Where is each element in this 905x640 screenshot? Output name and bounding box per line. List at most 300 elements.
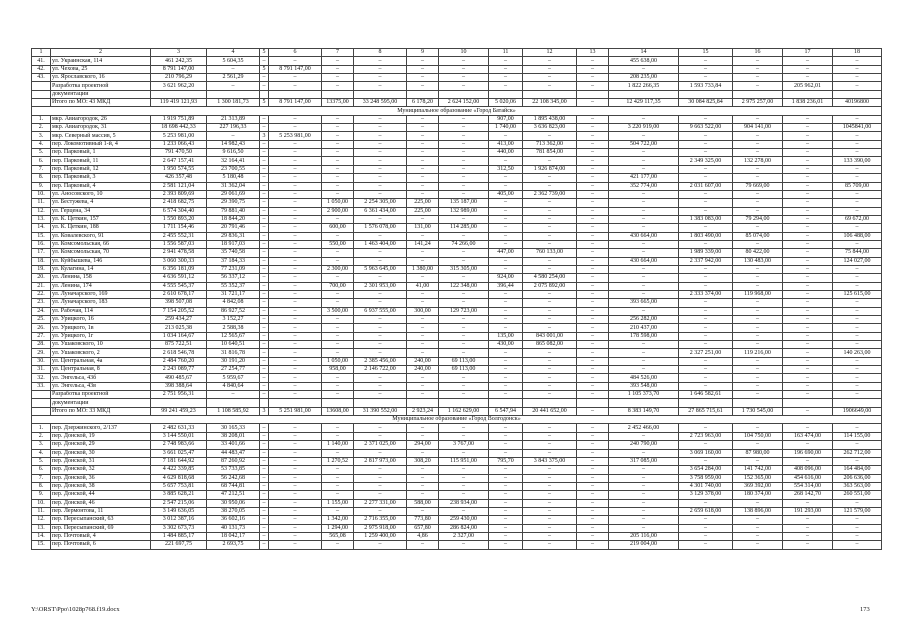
table-cell: – [269, 290, 322, 298]
table-cell: 1 463 404,00 [354, 240, 407, 248]
table-cell: – [439, 290, 489, 298]
table-cell: – [407, 165, 439, 173]
table-cell: – [260, 449, 269, 457]
table-cell: – [407, 232, 439, 240]
table-row [32, 132, 882, 140]
table-cell: – [269, 324, 322, 332]
table-cell: 1 140,00 [322, 441, 354, 449]
table-cell: 14. [32, 532, 51, 540]
table-cell: 1 034 164,67 [151, 332, 207, 340]
table-cell: – [354, 115, 407, 123]
table-cell: 5 657 753,81 [151, 482, 207, 490]
table-cell: – [833, 324, 882, 332]
table-cell: 3. [32, 132, 51, 140]
table-cell: – [489, 449, 523, 457]
table-cell: 206 636,00 [833, 474, 882, 482]
table-cell: 455 638,00 [609, 57, 679, 65]
table-cell: – [439, 482, 489, 490]
table-cell: ул. Ленина, 158 [51, 274, 151, 282]
table-cell: – [523, 224, 577, 232]
table-cell: – [577, 174, 609, 182]
table-cell: – [322, 57, 354, 65]
table-cell: 2 547 215,06 [151, 499, 207, 507]
column-number: 1 [32, 49, 51, 57]
table-cell: – [783, 265, 833, 273]
table-cell: – [679, 341, 733, 349]
table-cell [151, 399, 207, 407]
table-cell: – [733, 341, 783, 349]
table-cell: 22 108 345,00 [523, 99, 577, 107]
table-row [32, 441, 882, 449]
table-row [32, 349, 882, 357]
table-cell: ул. Энгельса, 43в [51, 382, 151, 390]
table-cell: – [523, 466, 577, 474]
table-cell: 38 270,05 [207, 507, 260, 515]
table-cell: – [609, 165, 679, 173]
table-cell: 26. [32, 324, 51, 332]
column-number: 13 [577, 49, 609, 57]
table-cell: 3 [260, 132, 269, 140]
section-title: Муниципальное образование «Город Батайск» [32, 107, 882, 115]
table-cell: – [269, 424, 322, 432]
table-cell: – [439, 257, 489, 265]
table-cell [577, 399, 609, 407]
table-cell: – [439, 124, 489, 132]
table-cell: 1 050,00 [322, 357, 354, 365]
table-cell: – [407, 149, 439, 157]
table-cell: 773,80 [407, 516, 439, 524]
table-cell: ул. Урицкого, 1в [51, 324, 151, 332]
table-cell: – [609, 240, 679, 248]
table-row [32, 157, 882, 165]
table-cell: – [733, 366, 783, 374]
table-cell: – [260, 466, 269, 474]
table-row [32, 366, 882, 374]
table-cell: – [609, 149, 679, 157]
table-cell: – [322, 140, 354, 148]
table-cell: 440,00 [489, 149, 523, 157]
table-cell: – [260, 474, 269, 482]
table-cell: – [609, 491, 679, 499]
table-cell: 2 900,00 [322, 207, 354, 215]
table-cell: 30 950,06 [207, 499, 260, 507]
table-cell: 1045841,00 [833, 124, 882, 132]
table-cell: – [783, 290, 833, 298]
table-cell: – [269, 82, 322, 90]
table-cell: – [354, 82, 407, 90]
table-cell: – [354, 274, 407, 282]
table-cell: – [783, 332, 833, 340]
table-cell: 2 277 331,00 [354, 499, 407, 507]
table-cell: – [354, 374, 407, 382]
table-row [32, 65, 882, 73]
table-cell: – [260, 424, 269, 432]
table-cell: 191 293,00 [783, 507, 833, 515]
table-cell: – [260, 265, 269, 273]
table-cell: – [523, 215, 577, 223]
table-cell: – [269, 257, 322, 265]
table-cell: 2 455 552,31 [151, 232, 207, 240]
table-cell: – [833, 391, 882, 399]
table-cell: – [783, 457, 833, 465]
table-cell: – [260, 324, 269, 332]
table-cell: – [489, 207, 523, 215]
table-cell: 85 074,00 [733, 232, 783, 240]
table-cell: 6 574 304,40 [151, 207, 207, 215]
table-row [32, 240, 882, 248]
table-cell: 369 392,00 [733, 482, 783, 490]
table-cell: 210 437,00 [609, 324, 679, 332]
column-number: 17 [783, 49, 833, 57]
table-cell: – [260, 174, 269, 182]
table-cell: – [577, 190, 609, 198]
table-cell: 461 242,35 [151, 57, 207, 65]
table-cell: – [733, 382, 783, 390]
table-cell: – [269, 165, 322, 173]
table-row [32, 265, 882, 273]
table-cell: 259 434,27 [151, 316, 207, 324]
table-cell: – [833, 65, 882, 73]
column-number: 2 [51, 49, 151, 57]
table-cell: 2 300,00 [322, 265, 354, 273]
table-cell: – [407, 140, 439, 148]
table-cell: 657,80 [407, 524, 439, 532]
table-row [32, 541, 882, 549]
table-cell: – [269, 140, 322, 148]
table-cell: – [207, 82, 260, 90]
table-cell: – [489, 257, 523, 265]
table-cell: 40196800 [833, 99, 882, 107]
table-cell: 4 840,64 [207, 382, 260, 390]
table-cell: 1 895 438,00 [523, 115, 577, 123]
table-cell: – [489, 215, 523, 223]
table-cell: – [407, 391, 439, 399]
table-cell: 5 [260, 65, 269, 73]
table-cell: – [260, 299, 269, 307]
table-cell: – [269, 374, 322, 382]
table-cell: – [269, 524, 322, 532]
table-cell: – [439, 541, 489, 549]
table-cell: – [489, 57, 523, 65]
table-cell: – [439, 149, 489, 157]
table-cell: – [733, 332, 783, 340]
table-cell: – [679, 516, 733, 524]
table-cell: – [733, 374, 783, 382]
table-cell: – [354, 174, 407, 182]
table-cell: 3 621 962,20 [151, 82, 207, 90]
table-cell: – [733, 274, 783, 282]
table-cell: – [322, 65, 354, 73]
table-cell: – [609, 207, 679, 215]
table-cell: 2 075 892,00 [523, 282, 577, 290]
table-cell: ул. Ленина, 174 [51, 282, 151, 290]
table-cell: – [577, 474, 609, 482]
table-cell: 29. [32, 349, 51, 357]
table-cell: 8 791 147,00 [269, 99, 322, 107]
table-cell: 2 327,00 [439, 532, 489, 540]
table-cell: 795,70 [489, 457, 523, 465]
table-cell: – [322, 249, 354, 257]
table-cell: 352 774,00 [609, 182, 679, 190]
table-cell: – [322, 349, 354, 357]
table-cell: 124 027,00 [833, 257, 882, 265]
table-cell: 9 616,50 [207, 149, 260, 157]
table-cell: 865 082,00 [523, 341, 577, 349]
table-cell: – [609, 499, 679, 507]
table-cell: – [577, 374, 609, 382]
table-cell: – [679, 299, 733, 307]
table-cell: – [833, 282, 882, 290]
table-cell: – [783, 374, 833, 382]
table-cell: – [733, 57, 783, 65]
table-cell: – [679, 174, 733, 182]
table-row [32, 57, 882, 65]
table-cell: мкр. Северный массив, 5 [51, 132, 151, 140]
table-cell: 86 927,52 [207, 307, 260, 315]
table-cell: – [269, 391, 322, 399]
table-row [32, 249, 882, 257]
table-cell: пер. Парковый, 1 [51, 149, 151, 157]
table-cell: 2 610 678,17 [151, 290, 207, 298]
table-cell: 2 588,38 [207, 324, 260, 332]
table-row [32, 524, 882, 532]
table-cell: документации [51, 90, 151, 98]
table-cell: – [733, 441, 783, 449]
table-cell: – [833, 499, 882, 507]
table-cell: – [577, 65, 609, 73]
table-cell: 69 672,00 [833, 215, 882, 223]
table-cell: 55 352,37 [207, 282, 260, 290]
table-cell: 421 177,00 [609, 174, 679, 182]
table-cell: – [783, 124, 833, 132]
table-cell: ул. К. Цеткин, 188 [51, 224, 151, 232]
table-cell: – [439, 115, 489, 123]
table-cell: – [269, 349, 322, 357]
table-cell: 6 937 555,00 [354, 307, 407, 315]
table-cell: – [523, 299, 577, 307]
footer-page-number: 173 [860, 606, 870, 613]
table-row [32, 282, 882, 290]
table-cell: – [523, 182, 577, 190]
table-cell: – [439, 57, 489, 65]
table-cell: документации [51, 399, 151, 407]
table-cell: – [783, 232, 833, 240]
table-cell: – [783, 132, 833, 140]
table-cell: 53 733,85 [207, 466, 260, 474]
table-cell: 106 488,00 [833, 232, 882, 240]
table-cell: 8. [32, 174, 51, 182]
table-cell: – [269, 299, 322, 307]
table-cell: – [783, 282, 833, 290]
table-cell: ул. Комсомольская, 70 [51, 249, 151, 257]
table-cell: – [577, 466, 609, 474]
table-cell: 74 266,00 [439, 240, 489, 248]
table-cell: 2 385 456,00 [354, 357, 407, 365]
table-cell: – [439, 449, 489, 457]
table-cell: 1 162 629,00 [439, 407, 489, 415]
table-cell: 363 563,00 [833, 482, 882, 490]
table-cell: 6 356 181,09 [151, 265, 207, 273]
table-cell: 3 [260, 407, 269, 415]
table-cell: – [322, 232, 354, 240]
table-cell: – [260, 232, 269, 240]
table-cell: – [783, 257, 833, 265]
table-cell: 2 254 305,00 [354, 199, 407, 207]
table-cell: пер. Донской, 44 [51, 491, 151, 499]
table-cell: 1 711 154,46 [151, 224, 207, 232]
table-cell: – [354, 124, 407, 132]
table-cell: – [783, 366, 833, 374]
table-cell: – [354, 232, 407, 240]
table-cell: 393 548,00 [609, 382, 679, 390]
table-cell: – [523, 541, 577, 549]
table-cell: – [833, 265, 882, 273]
table-cell: – [523, 482, 577, 490]
table-cell: – [407, 124, 439, 132]
table-cell: 10 640,51 [207, 341, 260, 349]
table-cell: – [269, 499, 322, 507]
table-cell: 3 149 636,05 [151, 507, 207, 515]
table-cell: 2 624 152,00 [439, 99, 489, 107]
table-cell: – [407, 324, 439, 332]
table-cell: 1 730 545,00 [733, 407, 783, 415]
table-cell: – [783, 524, 833, 532]
table-cell: – [354, 316, 407, 324]
table-cell [32, 82, 51, 90]
table-row [32, 224, 882, 232]
table-cell: – [523, 199, 577, 207]
table-cell: – [439, 182, 489, 190]
table-cell: – [609, 199, 679, 207]
table-cell: – [733, 516, 783, 524]
table-cell: 1906649,00 [833, 407, 882, 415]
table-cell: – [833, 240, 882, 248]
table-cell: – [577, 307, 609, 315]
table-cell: – [260, 157, 269, 165]
table-cell: 79 669,00 [733, 182, 783, 190]
table-cell: 41,00 [407, 282, 439, 290]
table-cell: ул. Кулагина, 14 [51, 265, 151, 273]
table-cell: – [679, 366, 733, 374]
table-cell [489, 90, 523, 98]
table-cell: – [260, 182, 269, 190]
table-cell: – [523, 507, 577, 515]
table-cell: – [489, 424, 523, 432]
table-cell: – [489, 382, 523, 390]
table-cell: – [523, 74, 577, 82]
table-cell: – [354, 190, 407, 198]
table-cell: – [679, 457, 733, 465]
table-cell: 3 500,00 [322, 307, 354, 315]
table-cell: мкр. Авиагородок, 26 [51, 115, 151, 123]
table-cell [207, 399, 260, 407]
table-cell: – [577, 349, 609, 357]
table-cell: – [439, 82, 489, 90]
table-cell: – [489, 482, 523, 490]
table-cell: 56 337,12 [207, 274, 260, 282]
table-cell: – [489, 157, 523, 165]
table-cell: – [407, 174, 439, 182]
table-cell: – [407, 115, 439, 123]
table-cell: 430,00 [489, 341, 523, 349]
table-cell: – [577, 366, 609, 374]
table-cell: – [407, 249, 439, 257]
table-cell: – [679, 265, 733, 273]
table-cell: – [489, 232, 523, 240]
table-cell: – [783, 207, 833, 215]
table-cell: 23 700,55 [207, 165, 260, 173]
table-cell: – [354, 257, 407, 265]
table-cell: – [489, 65, 523, 73]
column-number: 4 [207, 49, 260, 57]
table-row [32, 474, 882, 482]
table-cell: – [322, 424, 354, 432]
table-cell: 2 941 478,58 [151, 249, 207, 257]
table-cell: – [439, 424, 489, 432]
table-cell: – [833, 165, 882, 173]
table-row [32, 391, 882, 399]
table-cell: – [733, 174, 783, 182]
table-cell: 781 854,00 [523, 149, 577, 157]
table-cell: – [407, 491, 439, 499]
table-cell: Разработка проектной [51, 82, 151, 90]
table-cell: ул. Урицкого, 16 [51, 316, 151, 324]
table-row [32, 516, 882, 524]
table-cell: – [260, 357, 269, 365]
table-cell: – [269, 457, 322, 465]
table-cell: – [679, 499, 733, 507]
table-cell: – [439, 316, 489, 324]
table-cell: – [783, 307, 833, 315]
table-cell: – [322, 341, 354, 349]
table-cell: – [523, 366, 577, 374]
table-cell: – [322, 82, 354, 90]
table-cell: 30 191,20 [207, 357, 260, 365]
table-cell [523, 90, 577, 98]
table-cell: – [783, 115, 833, 123]
table-cell: – [833, 299, 882, 307]
table-cell: пер. Почтовый, 4 [51, 532, 151, 540]
table-cell: – [354, 332, 407, 340]
table-cell: – [733, 74, 783, 82]
column-number-row [32, 49, 882, 57]
table-cell: 119 216,00 [733, 349, 783, 357]
table-cell: – [322, 324, 354, 332]
table-cell: – [679, 57, 733, 65]
table-cell: – [609, 466, 679, 474]
table-cell: – [833, 374, 882, 382]
table-cell: – [354, 182, 407, 190]
table-cell: 308,20 [407, 457, 439, 465]
table-cell: 69 113,00 [439, 366, 489, 374]
table-cell: – [489, 174, 523, 182]
table-cell: – [577, 290, 609, 298]
table-cell: – [609, 274, 679, 282]
table-cell: – [577, 99, 609, 107]
table-cell: – [354, 249, 407, 257]
table-cell: 164 484,00 [833, 466, 882, 474]
table-cell: – [523, 232, 577, 240]
table-cell: – [783, 140, 833, 148]
table-cell: – [269, 232, 322, 240]
table-cell: 8. [32, 482, 51, 490]
table-cell: – [833, 316, 882, 324]
table-cell: 1 989 339,00 [679, 249, 733, 257]
table-cell: – [407, 432, 439, 440]
table-cell: – [354, 149, 407, 157]
table-cell: – [577, 299, 609, 307]
table-cell: – [783, 316, 833, 324]
